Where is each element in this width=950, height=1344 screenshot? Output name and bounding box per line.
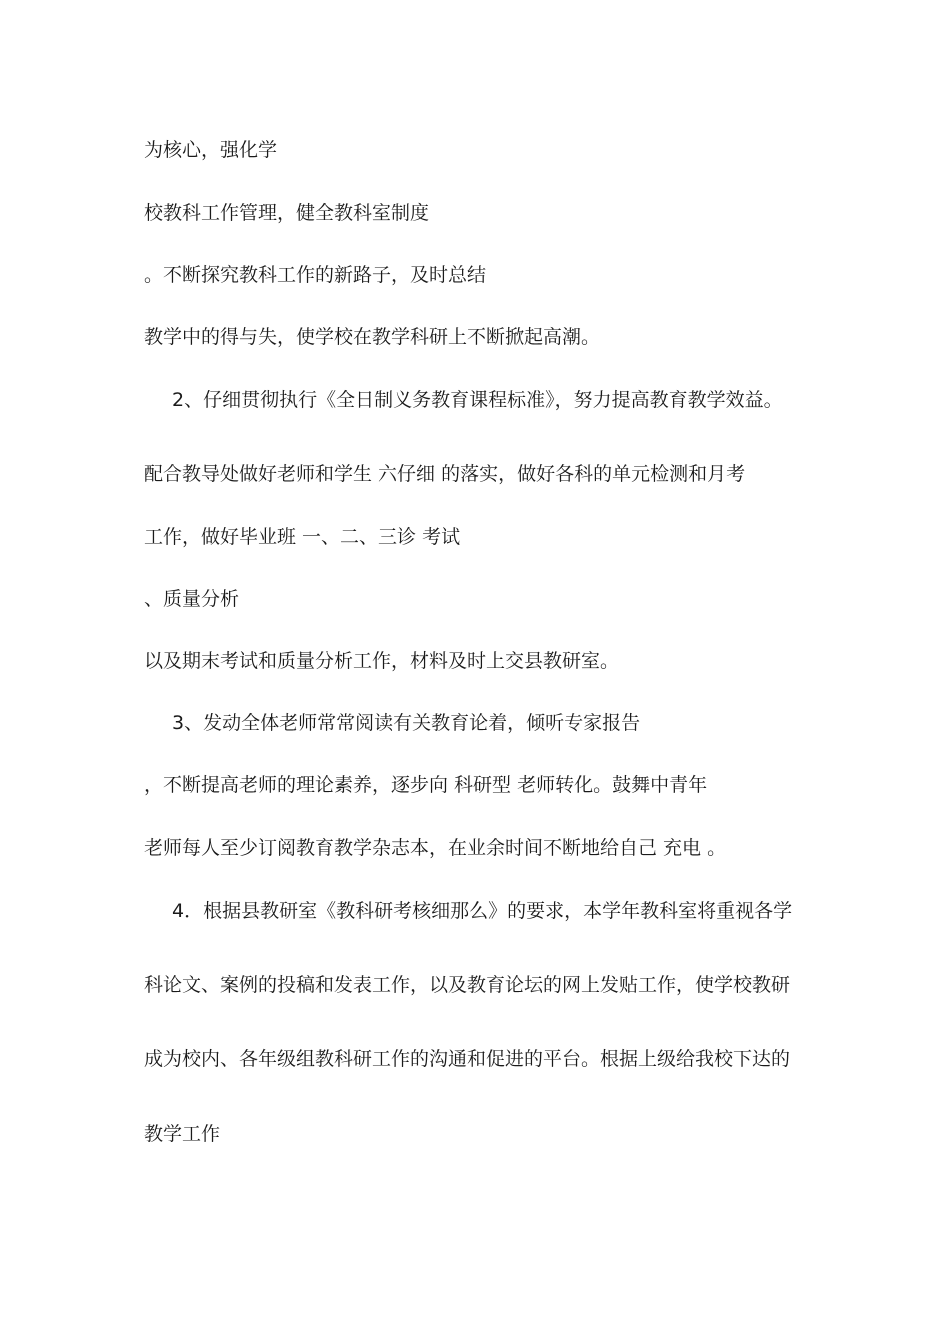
text-line: 3、发动全体老师常常阅读有关教育论着，倾听专家报告 — [172, 712, 641, 734]
text-line: 科论文、案例的投稿和发表工作，以及教育论坛的网上发贴工作，使学校教研 — [144, 974, 791, 996]
text-line: 教学工作 — [144, 1123, 221, 1145]
text-line: 工作，做好毕业班 一、二、三诊 考试 — [144, 526, 461, 548]
text-line: 以及期末考试和质量分析工作，材料及时上交县教研室。 — [144, 650, 620, 672]
text-line: 配合教导处做好老师和学生 六仔细 的落实，做好各科的单元检测和月考 — [144, 463, 746, 485]
text-line: 、质量分析 — [144, 588, 240, 610]
text-line: 校教科工作管理，健全教科室制度 — [144, 202, 430, 224]
text-line: 2、仔细贯彻执行《全日制义务教育课程标准》，努力提高教育教学效益。 — [172, 389, 783, 411]
text-line: ，不断提高老师的理论素养，逐步向 科研型 老师转化。鼓舞中青年 — [144, 774, 708, 796]
text-line: 教学中的得与失，使学校在教学科研上不断掀起高潮。 — [144, 326, 601, 348]
text-line: 为核心，强化学 — [144, 139, 278, 161]
text-line: 4．根据县教研室《教科研考核细那么》的要求，本学年教科室将重视各学 — [172, 900, 793, 922]
text-line: 。不断探究教科工作的新路子，及时总结 — [144, 264, 487, 286]
text-line: 成为校内、各年级组教科研工作的沟通和促进的平台。根据上级给我校下达的 — [144, 1048, 791, 1070]
text-line: 老师每人至少订阅教育教学杂志本，在业余时间不断地给自己 充电 。 — [144, 837, 727, 859]
